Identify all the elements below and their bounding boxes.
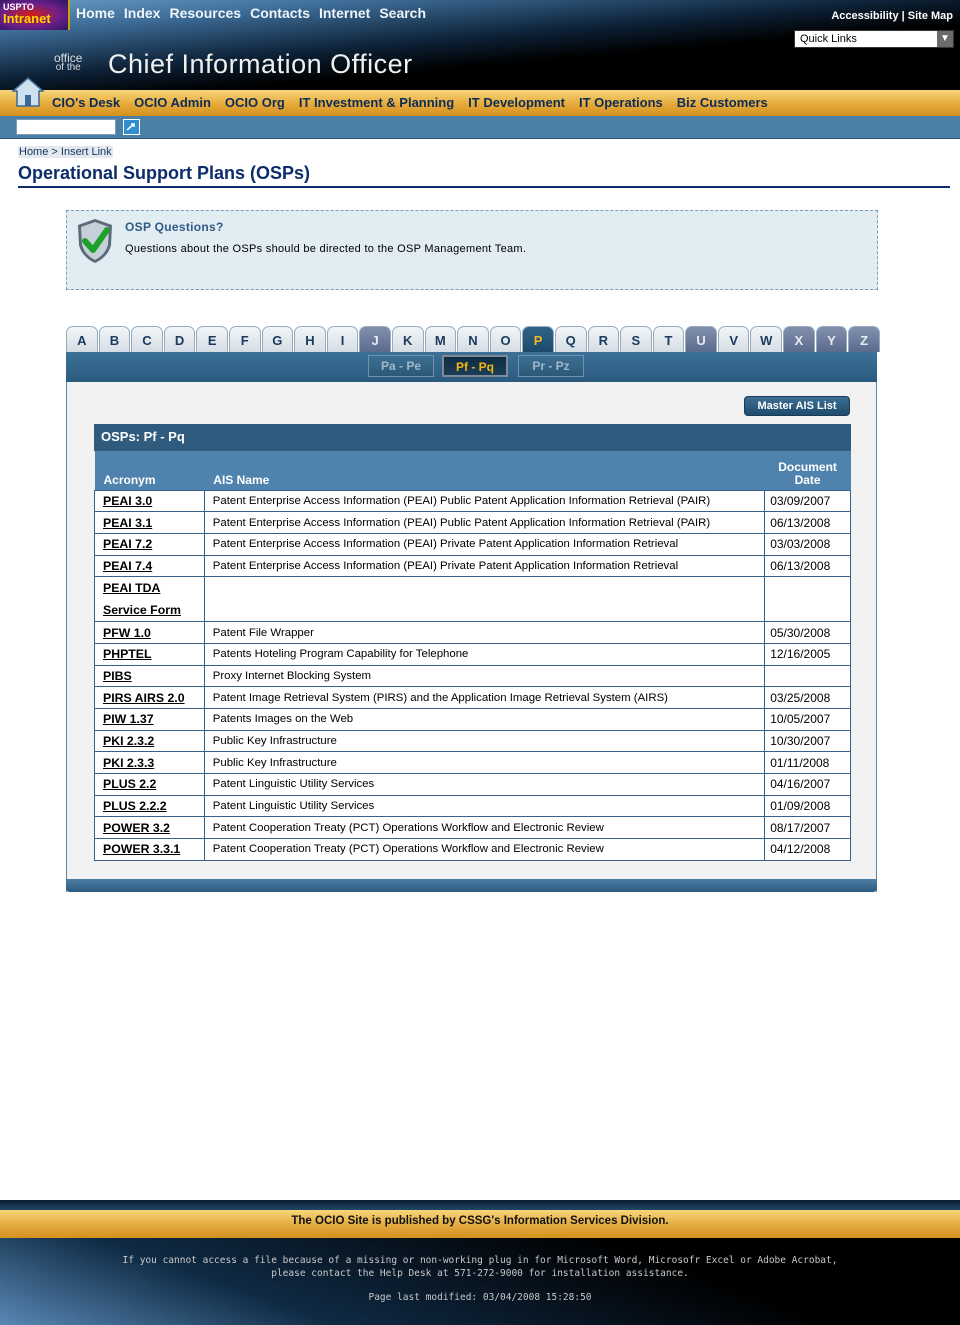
osp-document-date: 03/03/2008 <box>765 533 851 555</box>
osp-document-date: 05/30/2008 <box>765 622 851 644</box>
nav-ocio-admin[interactable]: OCIO Admin <box>134 95 211 110</box>
alpha-tab-p[interactable]: P <box>522 326 554 352</box>
table-row <box>95 665 851 687</box>
osp-questions-body: Questions about the OSPs should be directed to the <box>125 243 398 255</box>
osp-acronym-link[interactable]: PIBS <box>95 665 205 687</box>
breadcrumb-separator: > <box>48 146 61 158</box>
alpha-tab-o[interactable]: O <box>490 326 522 352</box>
alpha-tab-c[interactable]: C <box>131 326 163 352</box>
osp-table <box>94 451 851 861</box>
osp-document-date: 08/17/2007 <box>765 817 851 839</box>
osp-ais-name: Patent Linguistic Utility Services <box>204 774 764 796</box>
office-word: office <box>54 51 83 65</box>
osp-document-date: 04/12/2008 <box>765 839 851 861</box>
osp-ais-name: Patents Images on the Web <box>204 709 764 731</box>
breadcrumb-current: Insert Link <box>60 146 112 158</box>
osp-acronym-link[interactable]: PLUS 2.2.2 <box>95 795 205 817</box>
alpha-tab-m[interactable]: M <box>425 326 457 352</box>
table-row <box>95 577 851 622</box>
top-nav-internet[interactable]: Internet <box>318 5 371 21</box>
top-nav-contacts[interactable]: Contacts <box>250 5 310 21</box>
alpha-tab-z: Z <box>848 326 880 352</box>
osp-management-team-link[interactable]: OSP Management Team <box>397 243 523 255</box>
publisher-end: . <box>665 1215 669 1227</box>
alpha-tab-v[interactable]: V <box>718 326 750 352</box>
table-row <box>95 839 851 861</box>
osp-ais-name: Patent Enterprise Access Information (PEAI) Private Patent Application Information Retrieval <box>204 555 764 577</box>
sub-tab-bar <box>66 352 877 382</box>
alpha-tab-u: U <box>685 326 717 352</box>
osp-ais-name: Patent Enterprise Access Information (PEAI) Public Patent Application Information Retrieval (PAIR) <box>204 512 764 534</box>
col-header-acronym: Acronym <box>95 451 205 490</box>
osp-ais-name <box>204 577 764 622</box>
col-header-date-line1: Document <box>778 459 837 474</box>
quick-links-select[interactable] <box>794 30 954 48</box>
table-body <box>95 490 851 860</box>
osp-acronym-link[interactable]: PIRS AIRS 2.0 <box>95 687 205 709</box>
osp-document-date: 06/13/2008 <box>765 555 851 577</box>
table-row <box>95 752 851 774</box>
osp-document-date: 10/30/2007 <box>765 730 851 752</box>
osp-acronym-link[interactable]: PEAI 7.4 <box>95 555 205 577</box>
alpha-tab-i[interactable]: I <box>327 326 359 352</box>
alpha-tab-q[interactable]: Q <box>555 326 587 352</box>
alpha-tab-x: X <box>783 326 815 352</box>
osp-acronym-link[interactable]: POWER 3.2 <box>95 817 205 839</box>
osp-document-date <box>765 577 851 622</box>
col-header-date-line2: Date <box>794 472 821 487</box>
osp-document-date: 04/16/2007 <box>765 774 851 796</box>
house-icon[interactable] <box>12 76 44 108</box>
sub-tab-pr-pz[interactable]: Pr - Pz <box>518 355 584 377</box>
search-input[interactable] <box>16 119 116 135</box>
osp-acronym-link[interactable]: PHPTEL <box>95 643 205 665</box>
logo-text-top: USPTO <box>3 2 34 12</box>
alpha-tab-a[interactable]: A <box>66 326 98 352</box>
logo-text-bottom: Intranet <box>3 11 51 26</box>
osp-questions-box <box>66 210 878 290</box>
alpha-tab-f[interactable]: F <box>229 326 261 352</box>
osp-acronym-link[interactable]: PEAI 3.0 <box>95 490 205 512</box>
osp-acronym-link[interactable]: PEAI TDA Service Form <box>95 577 205 622</box>
alpha-tab-b[interactable]: B <box>99 326 131 352</box>
footer-help-line2: please contact the Help Desk at 571-272-9000 for installation assistance. <box>271 1268 689 1279</box>
table-row <box>95 555 851 577</box>
osp-ais-name: Patent Enterprise Access Information (PEAI) Public Patent Application Information Retrieval (PAIR) <box>204 490 764 512</box>
alpha-tab-g[interactable]: G <box>262 326 294 352</box>
top-nav-search[interactable]: Search <box>379 5 427 21</box>
nav-ocio-org[interactable]: OCIO Org <box>224 95 285 110</box>
alpha-tab-r[interactable]: R <box>588 326 620 352</box>
osp-acronym-link[interactable]: PIW 1.37 <box>95 709 205 731</box>
alpha-tab-t[interactable]: T <box>653 326 685 352</box>
table-row <box>95 730 851 752</box>
breadcrumb-home[interactable]: Home <box>19 146 49 158</box>
nav-it-development[interactable]: IT Development <box>468 95 565 110</box>
osp-ais-name: Patents Hoteling Program Capability for Telephone <box>204 643 764 665</box>
sub-tab-pa-pe[interactable]: Pa - Pe <box>368 355 434 377</box>
nav-it-operations[interactable]: IT Operations <box>578 95 663 110</box>
search-go-icon[interactable] <box>123 119 140 135</box>
osp-questions-text <box>125 243 526 255</box>
top-nav-home[interactable]: Home <box>76 5 115 21</box>
osp-document-date: 12/16/2005 <box>765 643 851 665</box>
footer-top-bar <box>0 1200 960 1210</box>
table-row <box>95 795 851 817</box>
quick-links-value: Quick Links <box>800 33 857 45</box>
nav-biz-customers[interactable]: Biz Customers <box>676 95 768 110</box>
osp-ais-name: Patent Cooperation Treaty (PCT) Operations Workflow and Electronic Review <box>204 839 764 861</box>
osp-document-date <box>765 665 851 687</box>
table-row <box>95 512 851 534</box>
osp-acronym-link[interactable]: PKI 2.3.3 <box>95 752 205 774</box>
alpha-tab-j: J <box>359 326 391 352</box>
breadcrumb <box>18 146 113 158</box>
alpha-tab-h[interactable]: H <box>294 326 326 352</box>
osp-acronym-link[interactable]: PEAI 7.2 <box>95 533 205 555</box>
osp-ais-name: Patent File Wrapper <box>204 622 764 644</box>
table-row <box>95 622 851 644</box>
page-title: Operational Support Plans (OSPs) <box>18 163 311 183</box>
table-row <box>95 817 851 839</box>
osp-ais-name: Proxy Internet Blocking System <box>204 665 764 687</box>
osp-document-date: 10/05/2007 <box>765 709 851 731</box>
osp-ais-name: Patent Enterprise Access Information (PEAI) Private Patent Application Information Retrieval <box>204 533 764 555</box>
osp-document-date: 01/11/2008 <box>765 752 851 774</box>
osp-acronym-link[interactable]: PEAI 3.1 <box>95 512 205 534</box>
col-header-document-date <box>765 451 851 490</box>
osp-ais-name: Public Key Infrastructure <box>204 730 764 752</box>
osp-ais-name: Patent Linguistic Utility Services <box>204 795 764 817</box>
alpha-tab-s[interactable]: S <box>620 326 652 352</box>
uspto-intranet-logo[interactable] <box>0 0 70 30</box>
alpha-tab-y: Y <box>816 326 848 352</box>
chevron-down-icon[interactable]: ▼ <box>937 31 953 47</box>
search-bar <box>0 116 960 139</box>
table-row <box>95 490 851 512</box>
utility-links[interactable]: Accessibility | Site Map <box>831 10 953 22</box>
alpha-tab-n[interactable]: N <box>457 326 489 352</box>
top-nav <box>76 5 426 21</box>
of-the-words: of the <box>55 62 81 73</box>
osp-acronym-link[interactable]: POWER 3.3.1 <box>95 839 205 861</box>
checkmark-shield-icon <box>75 217 115 265</box>
site-header <box>0 0 960 90</box>
table-header-row <box>95 451 851 490</box>
osp-acronym-link[interactable]: PLUS 2.2 <box>95 774 205 796</box>
osp-table-container <box>94 424 851 861</box>
osp-questions-end: . <box>522 243 527 255</box>
footer-last-modified: Page last modified: 03/04/2008 15:28:50 <box>368 1292 592 1303</box>
footer-help-line1: If you cannot access a file because of a missing or non-working plug in for Microsoft Word, Microsofr Excel or Adobe Acrobat, <box>122 1255 838 1266</box>
table-row <box>95 533 851 555</box>
sub-tab-pf-pq[interactable]: Pf - Pq <box>442 355 508 377</box>
osp-ais-name: Patent Cooperation Treaty (PCT) Operations Workflow and Electronic Review <box>204 817 764 839</box>
alpha-tab-k[interactable]: K <box>392 326 424 352</box>
osp-acronym-link[interactable]: PKI 2.3.2 <box>95 730 205 752</box>
site-title: Chief Information Officer <box>108 49 413 79</box>
nav-it-investment-planning[interactable]: IT Investment & Planning <box>298 95 455 110</box>
osp-document-date: 03/25/2008 <box>765 687 851 709</box>
osp-ais-name: Public Key Infrastructure <box>204 752 764 774</box>
osp-ais-name: Patent Image Retrieval System (PIRS) and the Application Image Retrieval System (AIRS) <box>204 687 764 709</box>
alpha-tab-e[interactable]: E <box>196 326 228 352</box>
footer-publisher-bar <box>0 1210 960 1238</box>
table-caption: OSPs: Pf - Pq <box>94 424 851 451</box>
osp-acronym-link[interactable]: PFW 1.0 <box>95 622 205 644</box>
table-row <box>95 774 851 796</box>
table-row <box>95 643 851 665</box>
nav-cios-desk[interactable]: CIO's Desk <box>52 95 121 110</box>
main-nav <box>0 90 960 116</box>
osp-document-date: 03/09/2007 <box>765 490 851 512</box>
col-header-ais-name: AIS Name <box>204 451 764 490</box>
master-ais-list-button[interactable]: Master AIS List <box>744 396 850 416</box>
office-of-the-label <box>54 51 83 73</box>
osp-questions-heading: OSP Questions? <box>125 220 224 234</box>
panel-footer <box>66 879 877 892</box>
top-nav-resources[interactable]: Resources <box>169 5 242 21</box>
publisher-text: The OCIO Site is published by CSSG's <box>291 1215 504 1227</box>
osp-document-date: 06/13/2008 <box>765 512 851 534</box>
alpha-tab-d[interactable]: D <box>164 326 196 352</box>
top-nav-index[interactable]: Index <box>123 5 161 21</box>
table-row <box>95 709 851 731</box>
title-divider <box>18 186 950 188</box>
alphabet-tabs <box>66 326 880 352</box>
table-row <box>95 687 851 709</box>
information-services-division-link[interactable]: Information Services Division <box>503 1215 666 1227</box>
footer-info <box>0 1238 960 1325</box>
osp-document-date: 01/09/2008 <box>765 795 851 817</box>
alpha-tab-w[interactable]: W <box>750 326 782 352</box>
